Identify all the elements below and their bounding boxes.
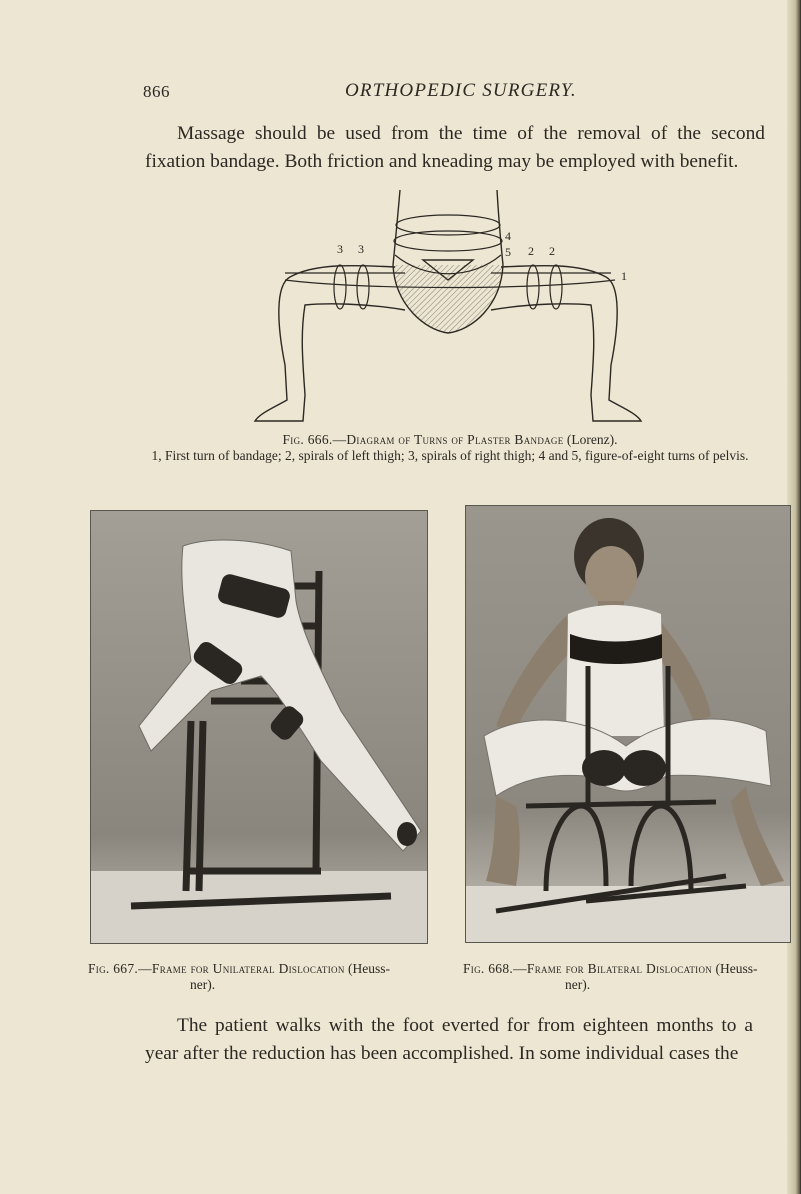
marker-upper: 4 [505,229,511,243]
figure-666-attribution: (Lorenz). [563,432,618,447]
figure-667-title: —Frame for Unilateral Dislocation [138,961,345,976]
running-title: ORTHOPEDIC SURGERY. [345,80,577,101]
paragraph-bottom: The patient walks with the foot everted for from eighteen months to a year after the reduction has been accomplished. In some individual cases the [145,1015,753,1064]
marker-right-a: 2 [528,244,534,258]
figure-668-caption [463,961,801,993]
figure-667-attribution-start: (Heuss- [344,961,390,976]
figure-668-photo [465,505,791,943]
marker-side: 1 [621,269,627,283]
figure-668-attribution-start: (Heuss- [712,961,758,976]
figure-667-label: Fig. 667. [88,961,139,976]
page-header [0,80,801,110]
figure-668-title: —Frame for Bilateral Dislocation [513,961,713,976]
marker-right-b: 2 [549,244,555,258]
figure-667-caption [88,961,428,993]
figure-666-caption [150,432,750,464]
figure-667-attribution-end: ner). [190,977,216,992]
marker-left-a: 3 [337,242,343,256]
floor-surface [466,886,790,942]
bandage-diagram [245,185,645,430]
figure-eight-turns [394,215,502,274]
paragraph-top: Massage should be used from the time of the removal of the second fixation bandage. Both friction and kneading may be employed with benefit. [145,123,765,172]
pelvis-outline [393,190,503,333]
page-number: 866 [143,82,170,101]
figure-668-attribution-end: ner). [565,977,591,992]
figure-667-photo [90,510,428,944]
figure-668-label: Fig. 668. [463,961,514,976]
figure-666-title: —Diagram of Turns of Plaster Bandage [332,432,564,447]
figure-666-label: Fig. 666. [282,432,333,447]
marker-left-b: 3 [358,242,364,256]
marker-lower: 5 [505,245,511,259]
figure-666-legend: 1, First turn of bandage; 2, spirals of left thigh; 3, spirals of right thigh; 4 and 5, figure-of-eight turns of pelvis. [151,448,749,463]
